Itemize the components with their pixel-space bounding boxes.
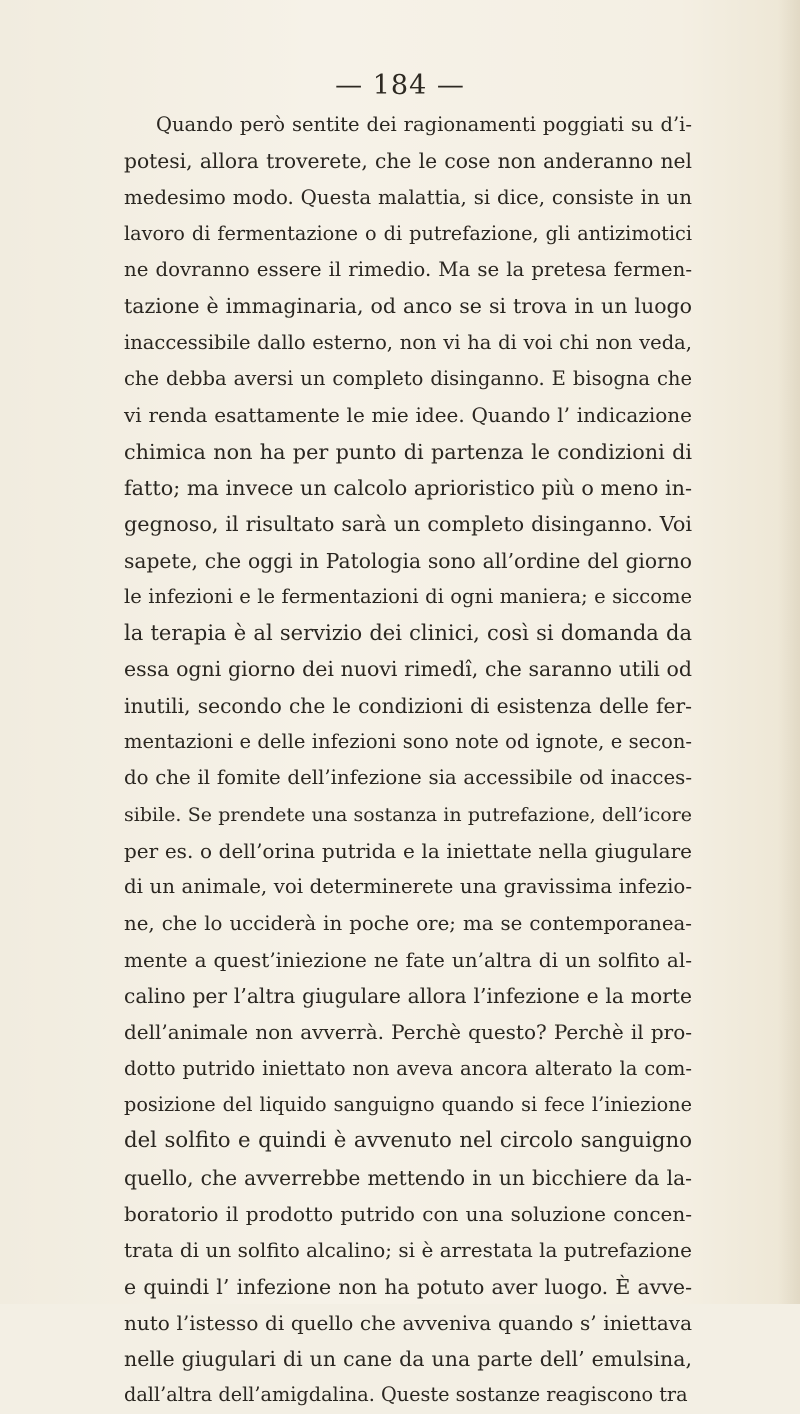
text-line: mente a quest’iniezione ne fate un’altra di un solfito al-: [124, 947, 692, 972]
text-line: gegnoso, il risultato sarà un completo disinganno. Voi: [124, 512, 692, 537]
text-line: calino per l’altra giugulare allora l’infezione e la morte: [124, 984, 692, 1009]
text-line: potesi, allora troverete, che le cose non anderanno nel: [124, 149, 692, 174]
text-line: inutili, secondo che le condizioni di esistenza delle fer-: [124, 693, 692, 718]
text-line: del solfito e quindi è avvenuto nel circolo sanguigno: [124, 1128, 692, 1154]
page-number: — 184 —: [335, 70, 465, 101]
text-line: per es. o dell’orina putrida e la iniettate nella giugulare: [124, 838, 692, 863]
text-line: nelle giugulari di un cane da una parte dell’ emulsina,: [124, 1347, 692, 1372]
text-line: sibile. Se prendete una sostanza in putrefazione, dell’icore: [124, 803, 692, 826]
text-line: sapete, che oggi in Patologia sono all’ordine del giorno: [124, 548, 692, 573]
text-line: mentazioni e delle infezioni sono note od ignote, e secon-: [124, 730, 692, 754]
text-line: nuto l’istesso di quello che avveniva quando s’ iniettava: [124, 1310, 692, 1335]
text-line: di un animale, voi determinerete una gravissima infezio-: [124, 875, 692, 899]
text-line: do che il fomite dell’infezione sia accessibile od inacces-: [124, 766, 692, 790]
text-line: ne dovranno essere il rimedio. Ma se la pretesa fermen-: [124, 258, 692, 282]
text-line: chimica non ha per punto di partenza le condizioni di: [124, 439, 692, 464]
text-line: Quando però sentite dei ragionamenti poggiati su d’i-: [156, 113, 692, 136]
text-line: lavoro di fermentazione o di putrefazione, gli antizimotici: [124, 221, 692, 245]
text-line: trata di un solfito alcalino; si è arrestata la putrefazione: [124, 1238, 692, 1263]
text-line: che debba aversi un completo disinganno. E bisogna che: [124, 367, 692, 391]
text-line: la terapia è al servizio dei clinici, così si domanda da: [124, 621, 692, 646]
page-edge-shadow: [778, 0, 800, 1304]
text-line: inaccessibile dallo esterno, non vi ha di voi chi non veda,: [124, 330, 692, 354]
text-line: medesimo modo. Questa malattia, si dice, consiste in un: [124, 185, 692, 209]
text-line: le infezioni e le fermentazioni di ogni maniera; e siccome: [124, 584, 692, 608]
text-line: essa ogni giorno dei nuovi rimedî, che saranno utili od: [124, 657, 692, 682]
body-text: [124, 107, 692, 1414]
text-line: vi renda esattamente le mie idee. Quando l’ indicazione: [124, 403, 692, 428]
text-line: fatto; ma invece un calcolo aprioristico più o meno in-: [124, 475, 692, 500]
text-line: boratorio il prodotto putrido con una soluzione concen-: [124, 1201, 692, 1226]
text-line: quello, che avverrebbe mettendo in un bicchiere da la-: [124, 1165, 692, 1190]
text-line: ne, che lo ucciderà in poche ore; ma se contemporanea-: [124, 911, 692, 935]
text-line: tazione è immaginaria, od anco se si trova in un luogo: [124, 294, 692, 319]
text-line: dall’altra dell’amigdalina. Queste sostanze reagiscono tra: [124, 1383, 688, 1407]
text-line: e quindi l’ infezione non ha potuto aver luogo. È avve-: [124, 1274, 692, 1299]
text-line: dell’animale non avverrà. Perchè questo? Perchè il pro-: [124, 1020, 692, 1045]
text-line: posizione del liquido sanguigno quando si fece l’iniezione: [124, 1093, 692, 1117]
text-line: dotto putrido iniettato non aveva ancora alterato la com-: [124, 1056, 692, 1080]
